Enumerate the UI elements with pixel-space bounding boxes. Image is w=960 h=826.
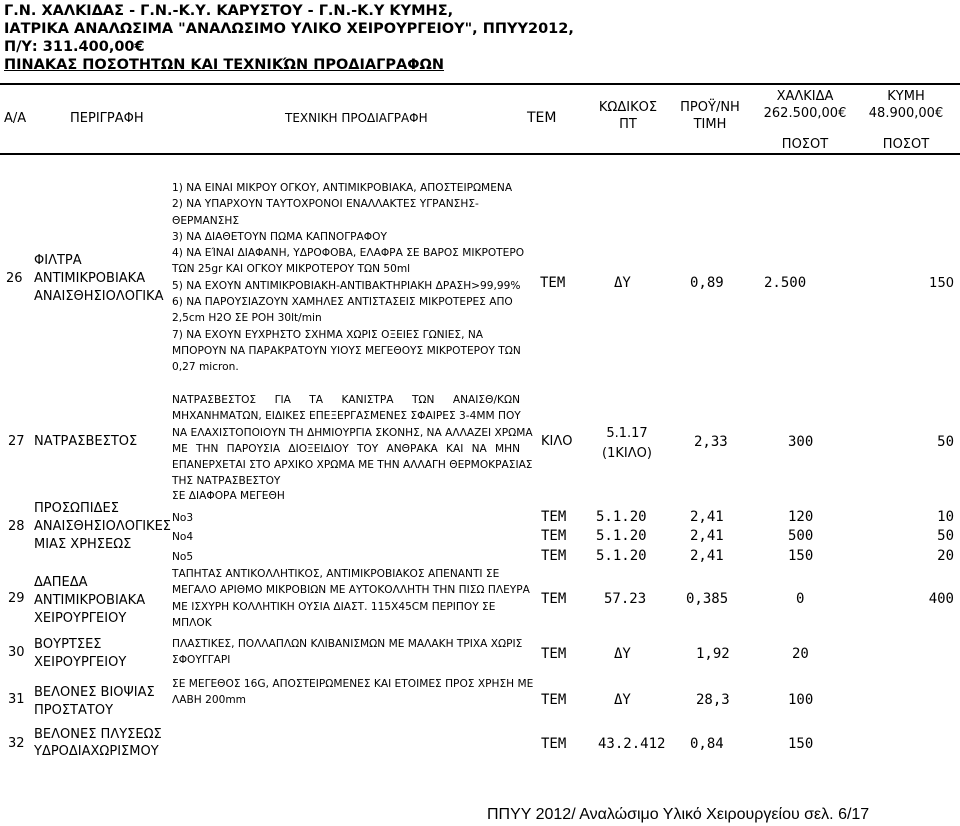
row-32-timi: 0,84 <box>690 736 724 752</box>
row-28-no5-timi: 2,41 <box>690 548 724 564</box>
row-31-name: ΒΕΛΟΝΕΣ ΒΙΟΨΙΑΣ ΠΡΟΣΤΑΤΟΥ <box>34 685 155 718</box>
row-31-spec: ΣΕ ΜΕΓΕΘΟΣ 16G, ΑΠΟΣΤΕΙΡΩΜΕΝΕΣ ΚΑΙ ΕΤΟΙΜΕΣ ΠΡΟΣ ΧΡΗΣΗ ΜΕ ΛΑΒΗ 200mm <box>172 678 534 707</box>
row-32-kodikos: 43.2.412 <box>598 736 666 752</box>
row-28-size-no4: No4 <box>172 531 194 543</box>
row-28-no4-tem: ΤΕΜ <box>541 528 567 544</box>
row-27-aa: 27 <box>8 434 25 449</box>
row-28-no4-kymi: 50 <box>937 528 954 544</box>
row-26-chalkida: 2.500 <box>764 275 807 291</box>
row-30-spec: ΠΛΑΣΤΙΚΕΣ, ΠΟΛΛΑΠΛΩΝ ΚΛΙΒΑΝΙΣΜΩΝ ΜΕ ΜΑΛΑΚΗ ΤΡΙΧΑ ΧΩΡΙΣ ΣΦΟΥΓΓΑΡΙ <box>172 638 523 667</box>
row-29-kymi: 400 <box>928 591 954 607</box>
row-31-chalkida: 100 <box>788 692 814 708</box>
row-30-aa: 30 <box>8 645 25 660</box>
row-28-name: ΠΡΟΣΩΠΙΔΕΣ ΑΝΑΙΣΘΗΣΙΟΛΟΓΙΚΕΣ ΜΙΑΣ ΧΡΗΣΕΩΣ <box>34 501 172 552</box>
row-28-no5-kodikos: 5.1.20 <box>596 548 647 564</box>
row-29-aa: 29 <box>8 591 25 606</box>
row-29-kodikos: 57.23 <box>604 591 647 607</box>
row-32-chalkida: 150 <box>788 736 814 752</box>
row-28-no3-kymi: 10 <box>937 509 954 525</box>
doc-budget: Π/Υ: 311.400,00€ <box>4 39 145 55</box>
row-28-no3-chalkida: 120 <box>788 509 814 525</box>
row-28-spec: ΣΕ ΔΙΑΦΟΡΑ ΜΕΓΕΘΗ <box>172 490 285 502</box>
col-header-chalkida: ΧΑΛΚΙΔΑ 262.500,00€ ΠΟΣΟΤ <box>763 89 847 152</box>
row-27-kodikos: 5.1.17 (1ΚΙΛΟ) <box>602 426 652 461</box>
doc-title-line-2: ΙΑΤΡΙΚΑ ΑΝΑΛΩΣΙΜΑ "ΑΝΑΛΩΣΙΜΟ ΥΛΙΚΟ ΧΕΙΡΟΥΡΓΕΙΟΥ", ΠΠΥΥ2012, <box>4 21 574 37</box>
row-31-kodikos: ΔΥ <box>614 692 631 708</box>
row-31-tem: ΤΕΜ <box>541 692 567 708</box>
row-28-no3-kodikos: 5.1.20 <box>596 509 647 525</box>
row-26-kodikos: ΔΥ <box>614 275 631 291</box>
col-header-perigrafi: ΠΕΡΙΓΡΑΦΗ <box>70 111 144 126</box>
row-28-no4-kodikos: 5.1.20 <box>596 528 647 544</box>
col-header-kodikos: ΚΩΔΙΚΟΣ ΠΤ <box>598 100 658 132</box>
row-29-timi: 0,385 <box>686 591 729 607</box>
header-bottom-rule <box>0 153 960 155</box>
row-28-no3-timi: 2,41 <box>690 509 724 525</box>
doc-table-title: ΠΙΝΑΚΑΣ ΠΟΣΟΤΗΤΩΝ ΚΑΙ ΤΕΧΝΙΚΏΝ ΠΡΟΔΙΑΓΡΑΦΩΝ <box>4 57 445 73</box>
row-27-kymi: 50 <box>937 434 954 450</box>
page-footer: ΠΠΥΥ 2012/ Αναλώσιμο Υλικό Χειρουργείου σελ. 6/17 <box>487 806 870 823</box>
row-26-spec: 1) ΝΑ ΕΙΝΑΙ ΜΙΚΡΟΥ ΟΓΚΟΥ, ΑΝΤΙΜΙΚΡΟΒΙΑΚΑ, ΑΠΟΣΤΕΙΡΩΜΕΝΑ 2) ΝΑ ΥΠΑΡΧΟΥΝ ΤΑΥΤΟΧΡΟΝΟΙ ΕΝΑΛΛΑΚΤΕΣ ΥΓΡΑΝΣΗΣ- ΘΕΡΜΑΝΣΗΣ 3) ΝΑ ΔΙΑΘΕΤΟΥΝ ΠΩΜΑ ΚΑΠΝΟΓΡΑΦΟΥ 4) ΝΑ ΕΊΝΑΙ ΔΙΑΦΑΝΗ, ΥΔΡΟΦΟΒΑ, ΕΛΑΦΡΑ ΣΕ ΒΑΡΟΣ ΜΙΚΡΟΤΕΡΟ ΤΩΝ 25gr ΚΑΙ ΟΓΚΟΥ ΜΙΚΡΟΤΕΡΟΥ ΤΩΝ 50ml 5) ΝΑ ΕΧΟΥΝ ΑΝΤΙΜΙΚΡΟΒΙΑΚΗ-ΑΝΤΙΒΑΚΤΗΡΙΑΚΗ ΔΡΑΣΗ>99,99% 6) ΝΑ ΠΑΡΟΥΣΙΑΖΟΥΝ ΧΑΜΗΛΕΣ ΑΝΤΙΣΤΑΣΕΙΣ ΜΙΚΡΟΤΕΡΕΣ ΑΠΟ 2,5cm H2O ΣΕ ΡΟΗ 30lt/min 7) ΝΑ ΕΧΟΥΝ ΕΥΧΡΗΣΤΟ ΣΧΗΜΑ ΧΩΡΙΣ ΟΞΕΙΕΣ ΓΩΝΙΕΣ, ΝΑ ΜΠΟΡΟΥΝ ΝΑ ΠΑΡΑΚΡΑΤΟΥΝ ΥΙΟΥΣ ΜΕΓΕΘΟΥΣ ΜΙΚΡΟΤΕΡΟΥ ΤΩΝ 0,27 micron. <box>172 182 525 374</box>
row-32-tem: ΤΕΜ <box>541 736 567 752</box>
row-26-aa: 26 <box>6 271 23 286</box>
row-27-name: ΝΑΤΡΑΣΒΕΣΤΟΣ <box>34 434 138 449</box>
row-27-tem: ΚΙΛΟ <box>541 434 573 449</box>
row-30-kodikos: ΔΥ <box>614 646 631 662</box>
row-26-tem: ΤΕΜ <box>540 275 566 291</box>
row-31-aa: 31 <box>8 692 25 707</box>
col-header-timi: ΠΡΟΫ/ΝΗ ΤΙΜΗ <box>680 100 740 132</box>
row-26-timi: 0,89 <box>690 275 724 291</box>
row-27-chalkida: 300 <box>788 434 814 450</box>
row-30-tem: ΤΕΜ <box>541 646 567 662</box>
row-29-chalkida: 0 <box>796 591 805 607</box>
header-top-rule <box>0 83 960 85</box>
row-28-size-no5: No5 <box>172 551 194 563</box>
row-28-aa: 28 <box>8 519 25 534</box>
row-30-chalkida: 20 <box>792 646 809 662</box>
row-26-kymi: 150 <box>929 276 954 291</box>
row-30-name: ΒΟΥΡΤΣΕΣ ΧΕΙΡΟΥΡΓΕΙΟΥ <box>34 637 127 670</box>
row-29-tem: ΤΕΜ <box>541 591 567 607</box>
row-28-no3-tem: ΤΕΜ <box>541 509 567 525</box>
row-27-timi: 2,33 <box>694 434 728 450</box>
row-28-no5-tem: ΤΕΜ <box>541 548 567 564</box>
row-30-timi: 1,92 <box>696 646 730 662</box>
row-32-name: ΒΕΛΟΝΕΣ ΠΛΥΣΕΩΣ ΥΔΡΟΔΙΑΧΩΡΙΣΜΟΥ <box>34 727 162 759</box>
row-28-no5-chalkida: 150 <box>788 548 814 564</box>
row-27-spec: ΝΑΤΡΑΣΒΕΣΤΟΣ ΓΙΑ ΤΑ ΚΑΝΙΣΤΡΑ ΤΩΝ ΑΝΑΙΣΘ/ΚΩΝ ΜΗΧΑΝΗΜΑΤΩΝ, ΕΙΔΙΚΕΣ ΕΠΕΞΕΡΓΑΣΜΕΝΕΣ ΣΦΑΙΡΕΣ 3-4ΜΜ ΠΟΥ ΝΑ ΕΛΑΧΙΣΤΟΠΟΙΟΥΝ ΤΗ ΔΗΜΙΟΥΡΓΙΑ ΣΚΟΝΗΣ, ΝΑ ΑΛΛΑΖΕΙ ΧΡΩΜΑ ΜΕ ΤΗΝ ΠΑΡΟΥΣΙΑ ΔΙΟΞΕΙΔΙΟΥ ΤΟΥ ΑΝΘΡΑΚΑ ΚΑΙ ΝΑ ΜΗΝ ΕΠΑΝΕΡΧΕΤΑΙ ΣΤΟ ΑΡΧΙΚΟ ΧΡΩΜΑ ΜΕ ΤΗΝ ΑΛΛΑΓΗ ΘΕΡΜΟΚΡΑΣΙΑΣ ΤΗΣ ΝΑΤΡΑΣΒΕΣΤΟΥ <box>172 394 533 488</box>
row-32-aa: 32 <box>8 736 25 751</box>
col-header-aa: Α/Α <box>4 111 27 126</box>
row-28-no4-chalkida: 500 <box>788 528 814 544</box>
row-29-name: ΔΑΠΕΔΑ ΑΝΤΙΜΙΚΡΟΒΙΑΚΑ ΧΕΙΡΟΥΡΓΕΙΟΥ <box>34 575 146 626</box>
row-28-size-no3: No3 <box>172 512 194 524</box>
row-28-no5-kymi: 20 <box>937 548 954 564</box>
row-28-no4-timi: 2,41 <box>690 528 724 544</box>
col-header-techniki: ΤΕΧΝΙΚΗ ΠΡΟΔΙΑΓΡΑΦΗ <box>285 111 428 125</box>
row-31-timi: 28,3 <box>696 692 730 708</box>
doc-title-line-1: Γ.Ν. ΧΑΛΚΙΔΑΣ - Γ.Ν.-Κ.Υ. ΚΑΡΥΣΤΟΥ - Γ.Ν.-Κ.Υ ΚΥΜΗΣ, <box>4 3 454 19</box>
row-29-spec: ΤΑΠΗΤΑΣ ΑΝΤΙΚΟΛΛΗΤΙΚΟΣ, ΑΝΤΙΜΙΚΡΟΒΙΑΚΟΣ ΑΠΕΝΑΝΤΙ ΣΕ ΜΕΓΑΛΟ ΑΡΙΘΜΟ ΜΙΚΡΟΒΙΩΝ ΜΕ ΑΥΤΟΚΟΛΛΗΤΗ ΤΗΝ ΠΙΣΩ ΠΛΕΥΡΑ ΜΕ ΙΣΧΥΡΗ ΚΟΛΛΗΤΙΚΗ ΟΥΣΙΑ ΔΙΑΣΤ. 115Χ45CM ΠΕΡΙΠΟΥ ΣΕ ΜΠΛΟΚ <box>172 568 530 629</box>
row-26-name: ΦΙΛΤΡΑ ΑΝΤΙΜΙΚΡΟΒΙΑΚΑ ΑΝΑΙΣΘΗΣΙΟΛΟΓΙΚΑ <box>34 253 164 304</box>
col-header-kymi: ΚΥΜΗ 48.900,00€ ΠΟΣΟΤ <box>868 89 944 152</box>
col-header-tem: ΤΕΜ <box>527 110 557 126</box>
